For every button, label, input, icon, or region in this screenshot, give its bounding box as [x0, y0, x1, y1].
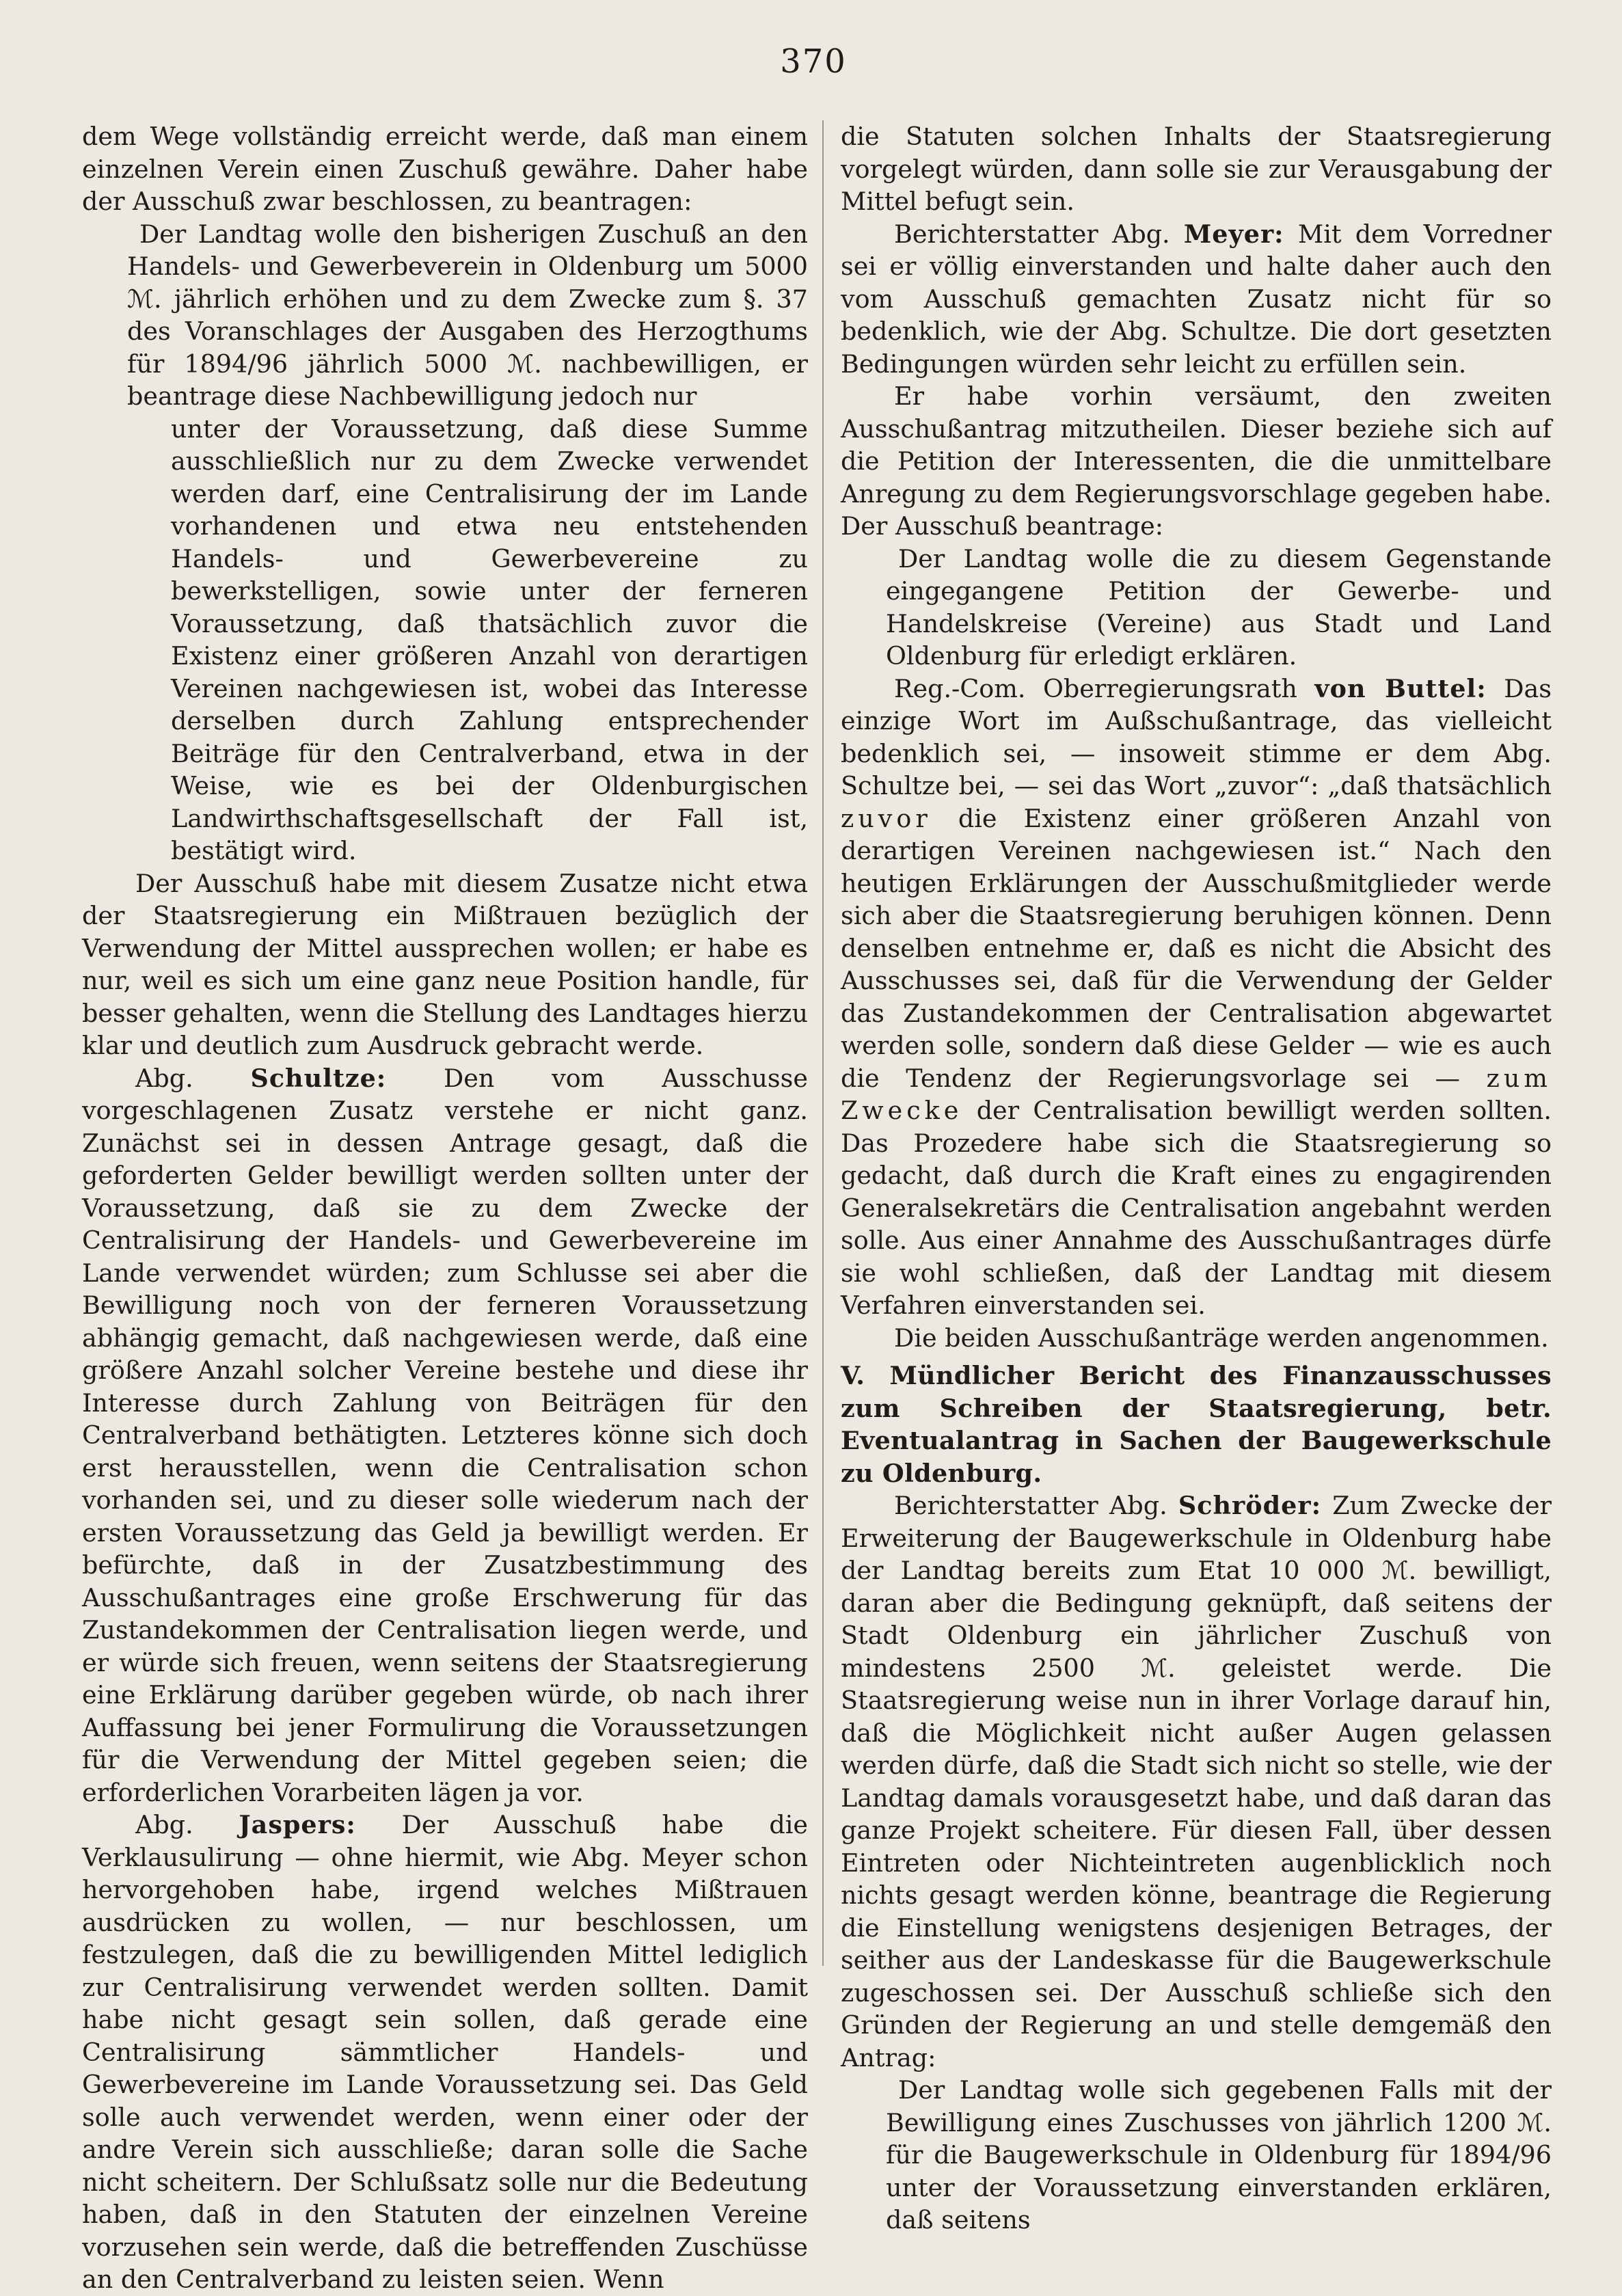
- speech-paragraph: [82, 1809, 808, 2296]
- motion-condition: unter der Voraussetzung, daß diese Summe ausschließlich nur zu dem Zwecke verwendet werden darf, eine Centralisirung der im Lande vorhandenen und etwa neu entstehenden Handels- und Gewerbevereine zu bewerkstelligen, sowie unter der ferneren Voraussetzung, daß thatsächlich zuvor die Existenz einer größeren Anzahl von derartigen Vereinen nachgewiesen ist, wobei das Interesse derselben durch Zahlung entsprechender Beiträge für den Centralverband, etwa in der Weise, wie es bei der Oldenburgischen Landwirthschaftsgesellschaft der Fall ist, bestätigt wird.: [171, 414, 808, 865]
- section-heading: V. Mündlicher Bericht des Finanzausschusses zum Schreiben der Staatsregierung, betr. Eventualantrag in Sachen der Baugewerkschule zu Oldenburg.: [841, 1361, 1552, 1488]
- motion-quote: Der Landtag wolle die zu diesem Gegenstande eingegangene Petition der Gewerbe- und Handelskreise (Vereine) aus Stadt und Land Oldenburg für erledigt erklären.: [886, 543, 1552, 671]
- paragraph: dem Wege vollständig erreicht werde, daß man einem einzelnen Verein einen Zuschuß gewähre. Daher habe der Ausschuß zwar beschlossen, zu beantragen:: [82, 122, 808, 216]
- speaker-name: Schultze:: [250, 1063, 387, 1093]
- speech-text: Der Ausschuß habe die Verklausulirung — ohne hiermit, wie Abg. Meyer schon hervorgehoben habe, irgend welches Mißtrauen ausdrücken zu wollen, — nur beschlossen, um festzulegen, daß die zu bewilligenden Mittel lediglich zur Centralisirung verwendet werden sollten. Damit habe nicht gesagt sein sollen, daß gerade eine Centralisirung sämmtlicher Handels- und Gewerbevereine im Lande Voraussetzung sei. Das Geld solle auch verwendet werden, wenn einer oder der andre Verein sich ausschließe; daran solle die Sache nicht scheitern. Der Schlußsatz solle nur die Bedeutung haben, daß in den Statuten der einzelnen Vereine vorzusehen sein werde, daß die betreffenden Zuschüsse an den Centralverband zu leisten seien. Wenn: [82, 1810, 809, 2294]
- speaker-name: Jaspers:: [239, 1810, 356, 1839]
- paragraph: Die beiden Ausschußanträge werden angenommen.: [894, 1323, 1549, 1353]
- column-divider: [822, 120, 824, 1966]
- emphasis: zum Zwecke: [841, 1063, 1552, 1125]
- speech-text: die Existenz einer größeren Anzahl von derartigen Vereinen nachgewiesen ist.“ Nach den heutigen Erklärungen der Ausschußmitglieder werde sich aber die Staatsregierung beruhigen können. Denn denselben entnehme er, daß es nicht die Absicht des Ausschusses sei, daß für die Verwendung der Gelder das Zustandekommen der Centralisation abgewartet werden solle, sondern daß diese Gelder — wie es auch die Tendenz der Regierungsvorlage sei —: [841, 803, 1552, 1093]
- motion-quote: Der Landtag wolle den bisherigen Zuschuß an den Handels- und Gewerbeverein in Oldenburg um 5000 ℳ. jährlich erhöhen und zu dem Zwecke zum §. 37 des Voranschlages der Ausgaben des Herzogthums für 1894/96 jährlich 5000 ℳ. nachbewilligen, er beantrage diese Nachbewilligung jedoch nur: [127, 219, 808, 411]
- paragraph: die Statuten solchen Inhalts der Staatsregierung vorgelegt würden, dann solle sie zur Verausgabung der Mittel befugt sein.: [841, 122, 1552, 216]
- emphasis: zuvor: [841, 803, 932, 833]
- speech-text: der Centralisation bewilligt werden sollten. Das Prozedere habe sich die Staatsregierung so gedacht, daß durch die Kraft eines zu engagirenden Generalsekretärs die Centralisation angebahnt werden solle. Aus einer Annahme des Ausschußantrages dürfe sie wohl schließen, daß der Landtag mit diesem Verfahren einverstanden sei.: [841, 1096, 1552, 1320]
- speaker-prefix: Berichterstatter Abg.: [894, 1491, 1167, 1520]
- speaker-prefix: Reg.-Com. Oberregierungsrath: [894, 673, 1297, 703]
- speech-paragraph: [82, 1062, 808, 1809]
- speaker-prefix: Berichterstatter Abg.: [894, 219, 1170, 249]
- motion-quote: Der Landtag wolle sich gegebenen Falls mit der Bewilligung eines Zuschusses von jährlich 1200 ℳ. für die Baugewerkschule in Oldenburg für 1894/96 unter der Voraussetzung einverstanden erklären, daß seitens: [886, 2075, 1552, 2234]
- paragraph: Der Ausschuß habe mit diesem Zusatze nicht etwa der Staatsregierung ein Mißtrauen bezüglich der Verwendung der Mittel aussprechen wollen; er habe es nur, weil es sich um eine ganz neue Position handle, für besser gehalten, wenn die Stellung des Landtages hierzu klar und deutlich zum Ausdruck gebracht werde.: [82, 868, 808, 1060]
- speaker-name: von Buttel:: [1314, 673, 1487, 703]
- page-number: 370: [780, 42, 847, 81]
- speaker-name: Meyer:: [1183, 219, 1284, 249]
- speaker-name: Schröder:: [1178, 1491, 1322, 1520]
- speech-text: Den vom Ausschusse vorgeschlagenen Zusatz verstehe er nicht ganz. Zunächst sei in dessen Antrage gesagt, daß die geforderten Gelder bewilligt werden sollten unter der Voraussetzung, daß sie zu dem Zwecke der Centralisirung der Handels- und Gewerbevereine im Lande verwendet würden; zum Schlusse sei aber die Bewilligung noch von der ferneren Voraussetzung abhängig gemacht, daß nachgewiesen werde, daß eine größere Anzahl solcher Vereine bestehe und diese ihr Interesse durch Zahlung von Beiträgen für den Centralverband bethätigten. Letzteres könne sich doch erst herausstellen, wenn die Centralisation schon vorhanden sei, und zu dieser solle wiederum nach der ersten Voraussetzung das Geld ja bewilligt werden. Er befürchte, daß in der Zusatzbestimmung des Ausschußantrages eine große Erschwerung für das Zustandekommen der Centralisation liegen werde, und er würde sich freuen, wenn seitens der Staatsregierung eine Erklärung darüber gegeben würde, ob nach ihrer Auffassung bei jener Formulirung die Voraussetzungen für die Verwendung der Mittel gegeben seien; die erforderlichen Vorarbeiten lägen ja vor.: [82, 1063, 808, 1807]
- speech-paragraph: [841, 218, 1552, 381]
- speaker-prefix: Abg.: [135, 1063, 193, 1093]
- speech-text: Zum Zwecke der Erweiterung der Baugewerkschule in Oldenburg habe der Landtag bereits zum Etat 10 000 ℳ. bewilligt, daran aber die Bedingung geknüpft, daß seitens der Stadt Oldenburg ein jährlicher Zuschuß von mindestens 2500 ℳ. geleistet werde. Die Staatsregierung weise nun in ihrer Vorlage darauf hin, daß die Möglichkeit nicht außer Augen gelassen werden dürfe, daß die Stadt sich nicht so stelle, wie der Landtag damals vorausgesetzt habe, und daß daran das ganze Projekt scheitere. Für diesen Fall, über dessen Eintreten oder Nichteintreten augenblicklich noch nichts gesagt werden könne, beantrage die Regierung die Einstellung wenigstens desjenigen Betrages, der seither aus der Landeskasse für die Baugewerkschule zugeschossen sei. Der Ausschuß schließe sich den Gründen der Regierung an und stelle demgemäß den Antrag:: [841, 1491, 1552, 2072]
- speech-text: Das einzige Wort im Außschußantrage, das vielleicht bedenklich sei, — insoweit stimme er dem Abg. Schultze bei, — sei das Wort „zuvor“: „daß thatsächlich: [841, 673, 1552, 800]
- speech-paragraph: [841, 673, 1552, 1322]
- right-column: [841, 120, 1552, 2237]
- speaker-prefix: Abg.: [135, 1810, 193, 1839]
- left-column: [82, 120, 808, 2296]
- speech-text: Mit dem Vorredner sei er völlig einverstanden und halte daher auch den vom Ausschuß gemachten Zusatz nicht für so bedenklich, wie der Abg. Schultze. Die dort gesetzten Bedingungen würden sehr leicht zu erfüllen sein.: [841, 219, 1552, 379]
- paragraph: Er habe vorhin versäumt, den zweiten Ausschußantrag mitzutheilen. Dieser beziehe sich auf die Petition der Interessenten, die die unmittelbare Anregung zu dem Regierungsvorschlage gegeben habe. Der Ausschuß beantrage:: [841, 381, 1552, 541]
- speech-paragraph: [841, 1489, 1552, 2074]
